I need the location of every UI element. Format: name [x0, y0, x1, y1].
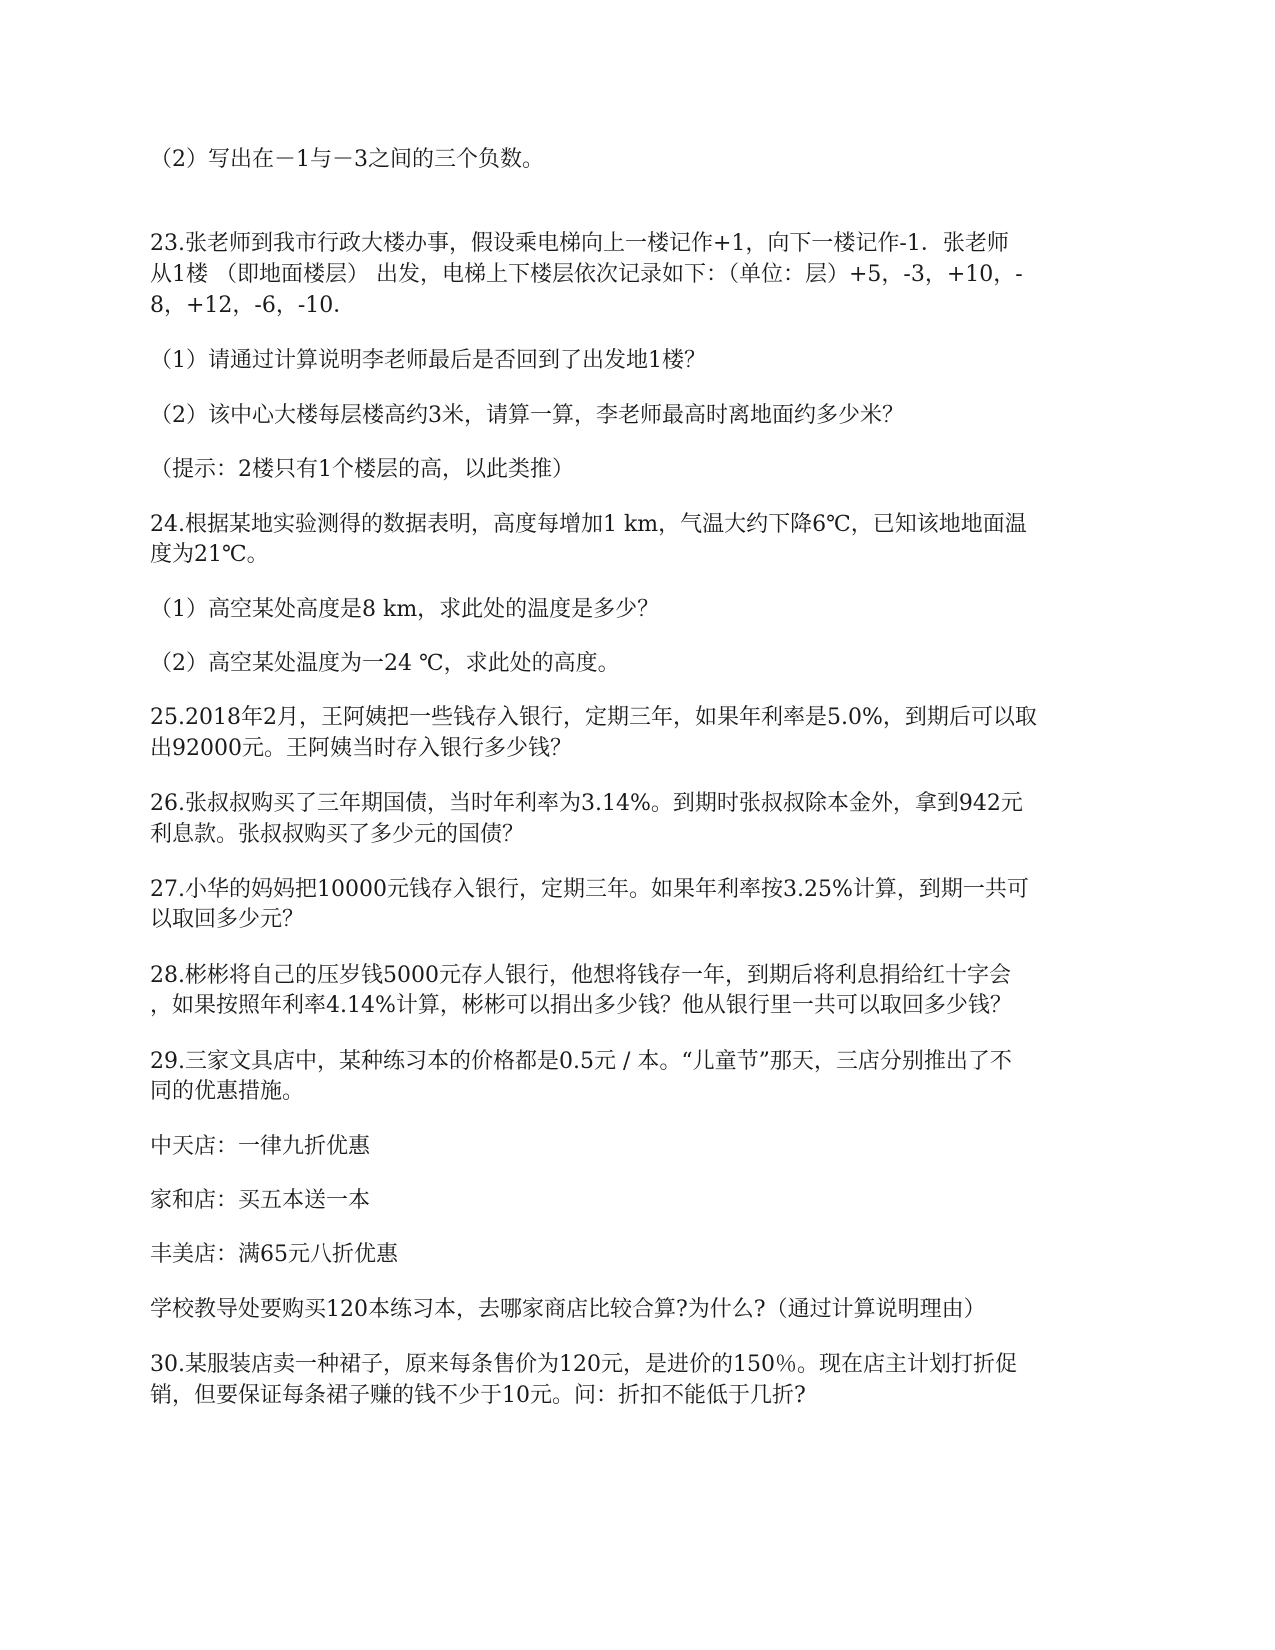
q23-text-line2: 从1楼 （即地面楼层） 出发，电梯上下楼层依次记录如下：（单位：层）+5，-3，+10，-: [150, 262, 1023, 287]
q29-store-jiahe: 家和店：买五本送一本: [150, 1188, 371, 1213]
q30-text-line2: 销，但要保证每条裙子赚的钱不少于10元。问：折扣不能低于几折?: [150, 1383, 806, 1408]
q30-text-line1: 30.某服装店卖一种裙子，原来每条售价为120元，是进价的150％。现在店主计划打折促: [150, 1352, 1017, 1377]
q29-store-fengmei: 丰美店：满65元八折优惠: [150, 1242, 398, 1267]
q28-text-line2: ，如果按照年利率4.14%计算，彬彬可以捐出多少钱？他从银行里一共可以取回多少钱？: [150, 993, 1012, 1018]
q29-store-zhongtian: 中天店：一律九折优惠: [150, 1134, 371, 1159]
q23-text-line1: 23.张老师到我市行政大楼办事，假设乘电梯向上一楼记作+1，向下一楼记作-1．张老师: [150, 231, 1009, 256]
q23-hint: （提示：2楼只有1个楼层的高，以此类推）: [150, 457, 574, 482]
q29-question: 学校教导处要购买120本练习本，去哪家商店比较合算?为什么?（通过计算说明理由）: [150, 1297, 986, 1322]
q26-text-line2: 利息款。张叔叔购买了多少元的国债？: [150, 822, 525, 847]
q26-text-line1: 26.张叔叔购买了三年期国债，当时年利率为3.14%。到期时张叔叔除本金外，拿到942元: [150, 791, 1023, 816]
q28-text-line1: 28.彬彬将自己的压岁钱5000元存人银行，他想将钱存一年，到期后将利息捐给红十字会: [150, 963, 1011, 988]
q23-text-line3: 8，+12，-6，-10．: [150, 293, 356, 318]
q24-text-line2: 度为21℃。: [150, 542, 269, 567]
q27-text-line1: 27.小华的妈妈把10000元钱存入银行，定期三年。如果年利率按3.25%计算，到期一共可: [150, 877, 1029, 902]
q25-text-line2: 出92000元。王阿姨当时存入银行多少钱？: [150, 736, 572, 761]
q24-part1: （1）高空某处高度是8 km，求此处的温度是多少？: [150, 597, 660, 622]
q22-part2: （2）写出在－1与－3之间的三个负数。: [150, 147, 544, 172]
q23-part1: （1）请通过计算说明李老师最后是否回到了出发地1楼？: [150, 348, 706, 373]
q29-text-line1: 29.三家文具店中，某种练习本的价格都是0.5元 / 本。“儿童节”那天，三店分别推出了不: [150, 1049, 1012, 1074]
q27-text-line2: 以取回多少元？: [150, 907, 305, 932]
q23-part2: （2）该中心大楼每层楼高约3米，请算一算，李老师最高时离地面约多少米？: [150, 403, 904, 428]
q24-text-line1: 24.根据某地实验测得的数据表明，高度每增加1 km，气温大约下降6℃，已知该地地面温: [150, 512, 1027, 537]
q25-text-line1: 25.2018年2月，王阿姨把一些钱存入银行，定期三年，如果年利率是5.0%，到期后可以取: [150, 705, 1037, 730]
q29-text-line2: 同的优惠措施。: [150, 1079, 305, 1104]
q24-part2: （2）高空某处温度为一24 ℃，求此处的高度。: [150, 651, 620, 676]
